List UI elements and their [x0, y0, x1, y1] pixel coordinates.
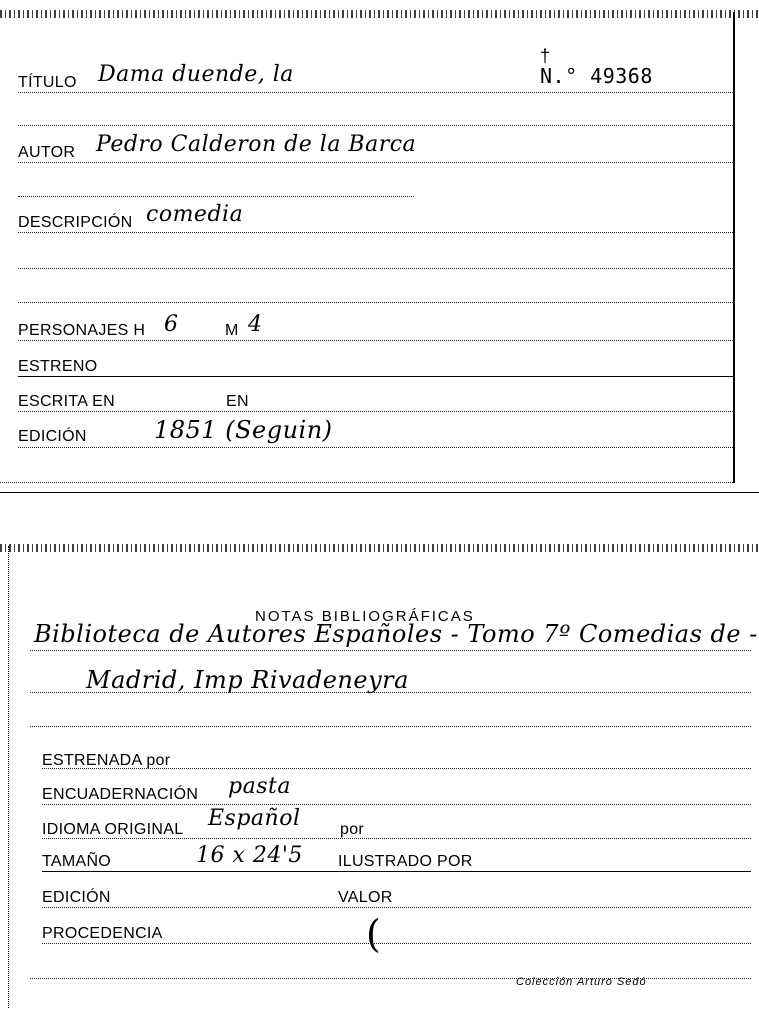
encuadernacion-label: ENCUADERNACIÓN [42, 786, 199, 803]
rule [42, 804, 751, 805]
idioma-value: Español [208, 806, 301, 831]
rule [18, 302, 733, 303]
escrita-label: ESCRITA EN [18, 393, 115, 410]
idioma-label: IDIOMA ORIGINAL [42, 821, 184, 838]
rule [42, 907, 751, 908]
descripcion-value: comedia [146, 202, 244, 227]
card-left-edge [8, 546, 9, 1008]
rule [42, 943, 751, 944]
rule [18, 232, 733, 233]
tamano-value: 16 x 24'5 [196, 843, 303, 868]
edicion-value: 1851 (Seguin) [154, 416, 333, 444]
rule [30, 692, 751, 693]
rule [18, 92, 733, 93]
rule [18, 125, 733, 126]
autor-value: Pedro Calderon de la Barca [96, 132, 417, 157]
rule [42, 838, 751, 839]
rule [18, 376, 733, 377]
rule [18, 162, 733, 163]
edicion-label: EDICIÓN [18, 428, 87, 445]
card-bottom-edge [0, 492, 759, 493]
valor-label: VALOR [338, 889, 393, 906]
rule [30, 726, 751, 727]
tamano-label: TAMAÑO [42, 853, 112, 870]
encuadernacion-value: pasta [228, 774, 291, 799]
rule [18, 268, 733, 269]
rule [18, 411, 733, 412]
card-top-edge [0, 544, 759, 552]
personajes-m-label: M [225, 322, 239, 339]
catalog-card-back [0, 540, 759, 1028]
notas-heading: NOTAS BIBLIOGRÁFICAS [255, 608, 475, 625]
notas-line-1: Biblioteca de Autores Españoles - Tomo 7º Comedias de - [34, 620, 758, 648]
estrenada-label: ESTRENADA por [42, 752, 171, 769]
personajes-label: PERSONAJES H [18, 322, 146, 339]
cross-mark-icon: † [540, 46, 551, 66]
autor-label: AUTOR [18, 144, 76, 161]
card-top-edge [0, 10, 759, 18]
rule [42, 871, 751, 872]
personajes-m-value: 4 [248, 312, 263, 337]
procedencia-label: PROCEDENCIA [42, 925, 163, 942]
titulo-label: TÍTULO [18, 74, 77, 91]
en-label: EN [226, 393, 249, 410]
rule [18, 196, 414, 197]
estreno-label: ESTRENO [18, 358, 98, 375]
bracket-mark-icon: ( [366, 912, 381, 956]
card-right-edge [733, 12, 735, 483]
ilustrado-label: ILUSTRADO POR [338, 853, 473, 870]
notas-line-2: Madrid, Imp Rivadeneyra [86, 666, 409, 694]
titulo-value: Dama duende, la [98, 62, 294, 87]
rule [30, 650, 751, 651]
rule [18, 447, 733, 448]
rule [0, 482, 733, 483]
descripcion-label: DESCRIPCIÓN [18, 214, 133, 231]
rule [18, 340, 733, 341]
por-label: por [340, 821, 365, 838]
catalog-card-front [0, 0, 759, 495]
personajes-h-value: 6 [164, 312, 179, 337]
coleccion-stamp: Colección Arturo Sedó [516, 976, 647, 988]
numero-value: N.° 49368 [540, 64, 653, 88]
edicion-back-label: EDICIÓN [42, 889, 111, 906]
rule [42, 768, 751, 769]
